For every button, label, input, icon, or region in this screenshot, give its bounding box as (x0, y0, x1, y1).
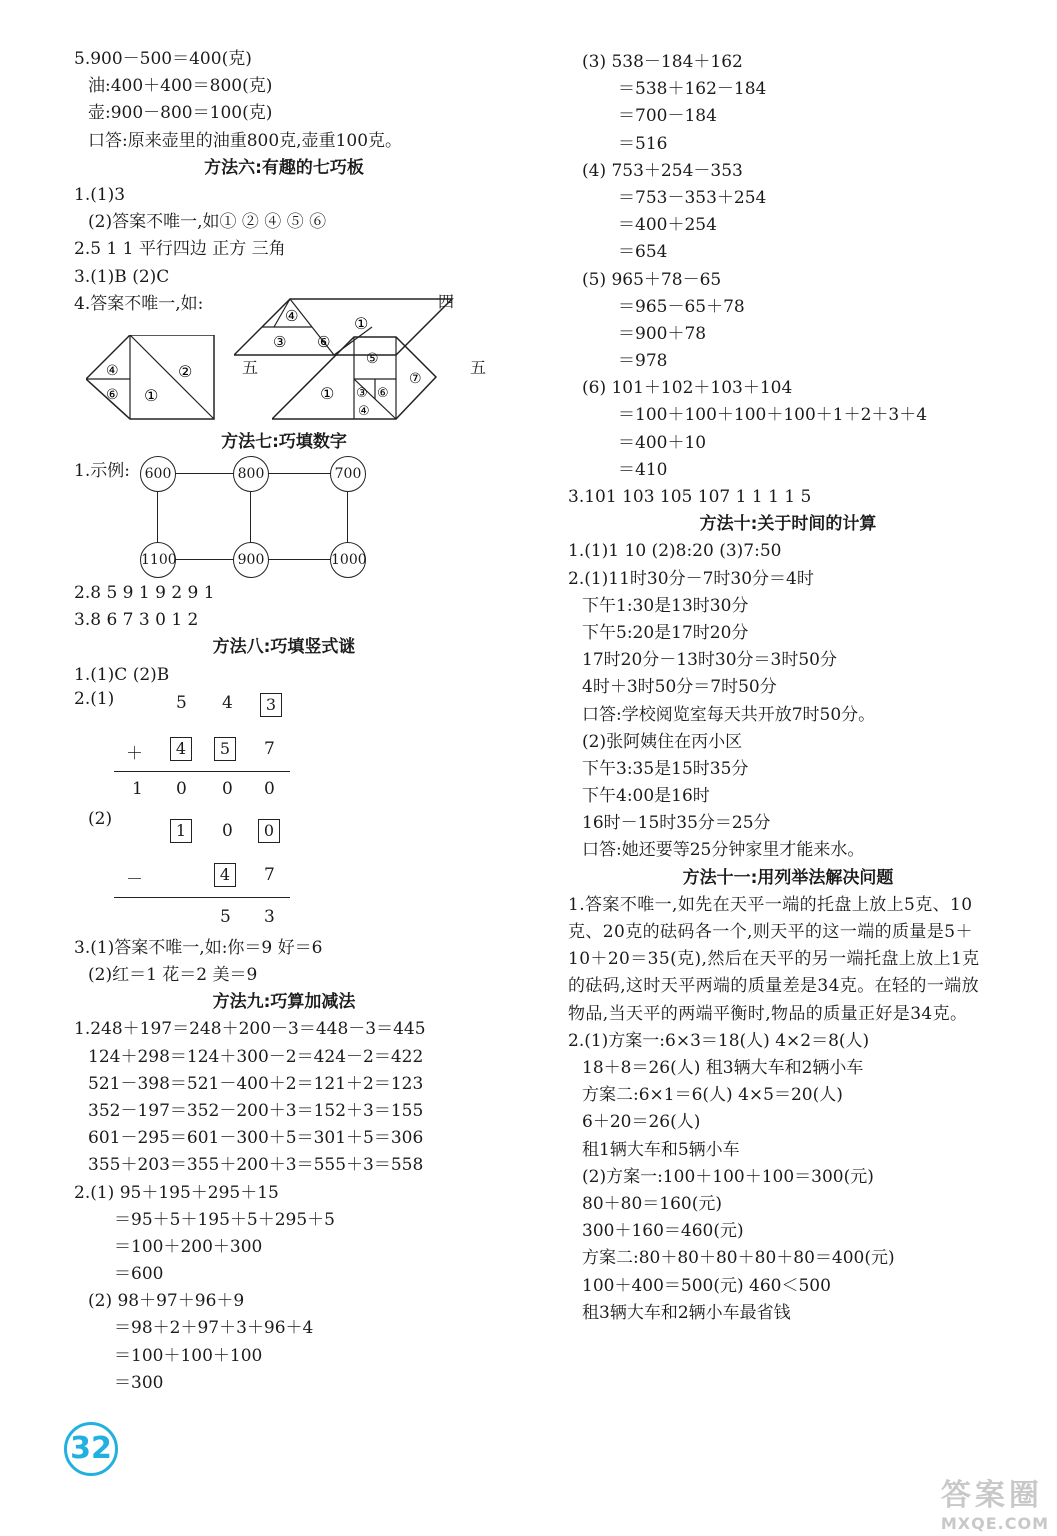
answer-line: 17时20分－13时30分＝3时50分 (582, 650, 837, 671)
piece-label: ④ (285, 306, 299, 325)
answer-line: ＝300 (114, 1372, 164, 1393)
answer-line: 18＋8＝26(人) 租3辆大车和2辆小车 (582, 1058, 864, 1079)
tangram-figures (74, 291, 494, 451)
piece-label: ⑥ (317, 332, 331, 351)
answer-line: 6＋20＝26(人) (582, 1112, 701, 1133)
grid-circle: 1100 (140, 542, 176, 578)
answer-line: 4时＋3时50分＝7时50分 (582, 677, 777, 698)
page-number: 32 (64, 1422, 118, 1476)
answer-line: 下午3:35是15时35分 (582, 758, 749, 779)
section-heading: 方法九:巧算加减法 (212, 992, 356, 1013)
answer-line: ＝700－184 (618, 106, 717, 127)
digit-box: 4 (170, 737, 192, 761)
answer-line: ＝400＋254 (618, 215, 717, 236)
answer-line: ＝753－353＋254 (618, 187, 767, 208)
digit: 3 (264, 906, 275, 927)
answer-line: ＝400＋10 (618, 432, 707, 453)
grid-circle: 1000 (330, 542, 366, 578)
digit: 0 (176, 778, 187, 799)
answer-line: ＝100＋100＋100＋100＋1＋2＋3＋4 (618, 405, 928, 426)
answer-line: 4.答案不唯一,如: (74, 293, 204, 314)
piece-label: ⑥ (377, 385, 389, 401)
answer-line: (3) 538－184＋162 (582, 52, 743, 72)
figure-label: 五 (242, 357, 259, 377)
answer-line: 方案二:6×1＝6(人) 4×5＝20(人) (582, 1085, 843, 1106)
piece-label: ① (144, 385, 159, 405)
digit: 7 (264, 738, 275, 759)
answer-line: 油:400＋400＝800(克) (88, 76, 273, 97)
answer-line: 口答:原来壶里的油重800克,壶重100克。 (88, 130, 403, 151)
answer-line: 2.(1)方案一:6×3＝18(人) 4×2＝8(人) (568, 1030, 870, 1051)
operator: － (126, 869, 143, 890)
piece-label: ⑤ (366, 350, 379, 367)
answer-line: (5) 965＋78－65 (582, 269, 722, 290)
answer-line: ＝95＋5＋195＋5＋295＋5 (114, 1209, 335, 1230)
answer-line: 3.101 103 105 107 1 1 1 1 5 (568, 487, 812, 507)
answer-line: 355＋203＝355＋200＋3＝555＋3＝558 (88, 1155, 424, 1176)
answer-line: (2)答案不唯一,如① ② ④ ⑤ ⑥ (88, 212, 327, 233)
answer-line: 口答:学校阅览室每天共开放7时50分。 (582, 704, 876, 725)
answer-line: 2.5 1 1 平行四边 正方 三角 (74, 239, 286, 260)
answer-line: ＝654 (618, 242, 668, 263)
answer-line: (2)张阿姨住在丙小区 (582, 731, 743, 752)
watermark-logo (941, 1470, 1049, 1533)
answer-line: ＝98＋2＋97＋3＋96＋4 (114, 1318, 314, 1339)
answer-line: (4) 753＋254－353 (582, 160, 743, 181)
vertical-subtraction (74, 801, 494, 935)
digit-box: 3 (260, 693, 282, 717)
section-heading: 方法十:关于时间的计算 (699, 514, 877, 535)
grid-prefix: 1.示例: (74, 461, 130, 482)
tangram-square (86, 335, 216, 421)
answer-line: 1.(1)C (2)B (74, 664, 170, 685)
answer-line: 2.(1)11时30分－7时30分＝4时 (568, 568, 814, 589)
digit: 5 (176, 692, 187, 713)
answer-line: ＝538＋162－184 (618, 79, 767, 100)
answer-line: 下午5:20是17时20分 (582, 622, 749, 643)
answer-line: 100＋400＝500(元) 460＜500 (582, 1275, 831, 1296)
answer-line: ＝516 (618, 133, 668, 154)
answer-line: 租1辆大车和5辆小车 (582, 1139, 740, 1160)
answer-line: 300＋160＝460(元) (582, 1221, 744, 1242)
piece-label: ① (320, 383, 335, 403)
answer-line: 16时－15时35分＝25分 (582, 813, 771, 834)
answer-line: 3.(1)B (2)C (74, 266, 170, 287)
grid-circle: 700 (330, 456, 366, 492)
answer-line: 352－197＝352－200＋3＝152＋3＝155 (88, 1100, 424, 1121)
answer-line: 租3辆大车和2辆小车最省钱 (582, 1302, 791, 1323)
answer-line: 2.8 5 9 1 9 2 9 1 (74, 583, 215, 604)
section-heading: 方法六:有趣的七巧板 (204, 157, 364, 178)
piece-label: ② (178, 361, 193, 381)
difference-line (114, 897, 290, 898)
piece-label: ④ (106, 362, 119, 379)
puzzle-label: 2.(1) (74, 688, 115, 709)
grid-circle: 800 (233, 456, 269, 492)
figure-label: 五 (470, 357, 487, 377)
vertical-addition (74, 689, 494, 801)
answer-line: ＝900＋78 (618, 323, 707, 344)
watermark-url: MXQE.COM (940, 1514, 1049, 1533)
answer-line: 壶:900－800＝100(克) (88, 103, 273, 124)
section-heading: 方法十一:用列举法解决问题 (682, 867, 894, 888)
piece-label: ③ (273, 332, 287, 351)
answer-line: 124＋298＝124＋300－2＝424－2＝422 (88, 1046, 424, 1067)
digit: 7 (264, 864, 275, 885)
digit-box: 4 (214, 863, 236, 887)
watermark-text: 答案圈 (940, 1478, 1043, 1513)
answer-line: 1.248＋197＝248＋200－3＝448－3＝445 (74, 1019, 426, 1040)
tangram-trapezoid (272, 332, 472, 421)
answer-line: 5.900－500＝400(克) (74, 49, 252, 69)
digit: 0 (222, 820, 233, 841)
answer-line: ＝965－65＋78 (618, 296, 745, 317)
answer-line: ＝100＋100＋100 (114, 1345, 263, 1366)
answer-line: (2) 98＋97＋96＋9 (88, 1291, 245, 1312)
answer-line: ＝978 (618, 351, 668, 372)
puzzle-label: (2) (88, 808, 113, 829)
answer-line: 80＋80＝160(元) (582, 1193, 722, 1214)
digit: 0 (264, 778, 275, 799)
answer-line: 3.(1)答案不唯一,如:你＝9 好＝6 (74, 937, 323, 958)
figure-label: 四 (438, 291, 455, 311)
answer-line: 口答:她还要等25分钟家里才能来水。 (582, 840, 865, 861)
section-heading: 方法八:巧填竖式谜 (212, 637, 356, 658)
digit-box: 0 (258, 819, 280, 843)
answer-line: ＝410 (618, 459, 668, 480)
piece-label: ① (354, 313, 369, 333)
number-grid (74, 456, 494, 580)
answer-line: 1.(1)3 (74, 184, 126, 205)
answer-line: 方案二:80＋80＋80＋80＋80＝400(元) (582, 1248, 895, 1269)
piece-label: ③ (356, 385, 368, 401)
answer-line: 601－295＝601－300＋5＝301＋5＝306 (88, 1128, 424, 1149)
operator: ＋ (126, 743, 143, 764)
grid-circle: 900 (233, 542, 269, 578)
answer-line: (2)红＝1 花＝2 美＝9 (88, 965, 258, 985)
digit: 5 (220, 906, 231, 927)
left-column (74, 46, 494, 1397)
piece-label: ⑦ (409, 370, 422, 387)
piece-label: ④ (358, 403, 370, 419)
answer-line: 521－398＝521－400＋2＝121＋2＝123 (88, 1073, 424, 1094)
digit-box: 5 (214, 737, 236, 761)
section-heading: 方法七:巧填数字 (221, 431, 347, 452)
answer-line: 下午4:00是16时 (582, 786, 710, 807)
answer-line: (6) 101＋102＋103＋104 (582, 378, 793, 399)
answer-line: 2.(1) 95＋195＋295＋15 (74, 1182, 279, 1203)
digit-box: 1 (170, 819, 192, 843)
digit: 4 (222, 692, 233, 713)
piece-label: ⑥ (106, 386, 119, 403)
answer-line: 3.8 6 7 3 0 1 2 (74, 610, 199, 631)
answer-line: ＝100＋200＋300 (114, 1236, 263, 1257)
answer-paragraph: 1.答案不唯一,如先在天平一端的托盘上放上5克、10克、20克的砝码各一个,则天平的这一端的质量是5＋10＋20＝35(克),然后在天平的另一端托盘上放上1克的砝码,这时天平两端的质量差是34克。在轻的一端放物品,当天平的两端平衡时,物品的质量正好是34克。 (568, 894, 980, 1024)
answer-line: ＝600 (114, 1264, 164, 1285)
right-column (568, 49, 1008, 1327)
grid-circle: 600 (140, 456, 176, 492)
answer-line: 1.(1)1 10 (2)8:20 (3)7:50 (568, 541, 782, 562)
answer-line: 下午1:30是13时30分 (582, 595, 749, 616)
digit: 0 (222, 778, 233, 799)
digit: 1 (132, 778, 143, 799)
answer-line: (2)方案一:100＋100＋100＝300(元) (582, 1166, 874, 1187)
sum-line (114, 771, 290, 772)
